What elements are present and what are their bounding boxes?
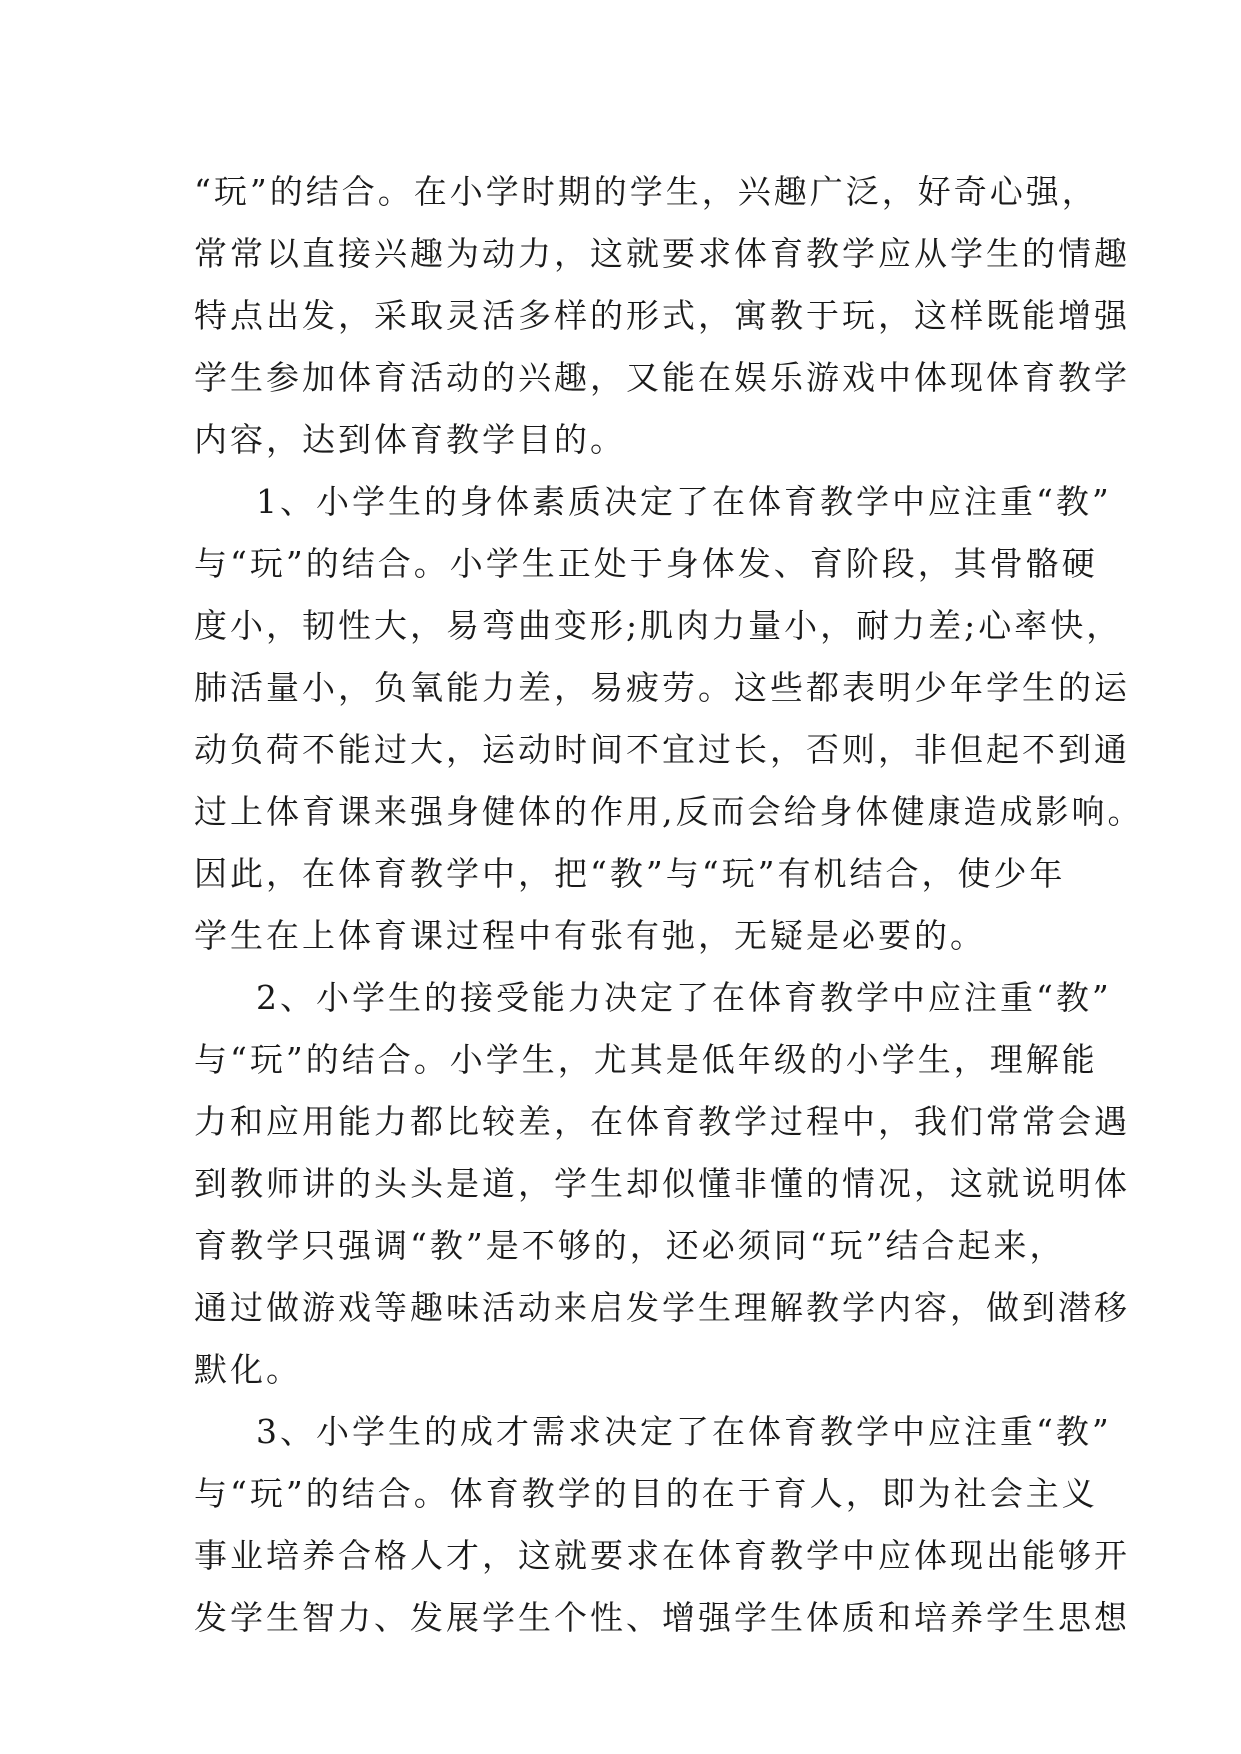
text-line: 通过做游戏等趣味活动来启发学生理解教学内容，做到潜移 xyxy=(194,1288,1130,1327)
text-line: 过上体育课来强身健体的作用,反而会给身体健康造成影响。 xyxy=(194,792,1144,831)
text-line: 与“玩”的结合。体育教学的目的在于育人，即为社会主义 xyxy=(194,1474,1098,1513)
text-line: 内容，达到体育教学目的。 xyxy=(194,420,626,459)
paragraph-acceptance-ability xyxy=(194,967,1130,1401)
text-line: 肺活量小，负氧能力差，易疲劳。这些都表明少年学生的运 xyxy=(194,668,1130,707)
text-line: 3、小学生的成才需求决定了在体育教学中应注重“教” xyxy=(256,1412,1112,1451)
text-line: 力和应用能力都比较差，在体育教学过程中，我们常常会遇 xyxy=(194,1102,1130,1141)
text-line: 2、小学生的接受能力决定了在体育教学中应注重“教” xyxy=(256,978,1112,1017)
text-line: 事业培养合格人才，这就要求在体育教学中应体现出能够开 xyxy=(194,1536,1130,1575)
text-line: 学生参加体育活动的兴趣，又能在娱乐游戏中体现体育教学 xyxy=(194,358,1130,397)
text-line: 学生在上体育课过程中有张有弛，无疑是必要的。 xyxy=(194,916,986,955)
text-line: 因此，在体育教学中，把“教”与“玩”有机结合，使少年 xyxy=(194,854,1066,893)
paragraph-physical-quality xyxy=(194,471,1144,967)
text-line: 1、小学生的身体素质决定了在体育教学中应注重“教” xyxy=(256,482,1112,521)
body-text xyxy=(194,161,1144,1649)
text-line: 常常以直接兴趣为动力，这就要求体育教学应从学生的情趣 xyxy=(194,234,1130,273)
text-line: 育教学只强调“教”是不够的，还必须同“玩”结合起来， xyxy=(194,1226,1066,1265)
text-line: 与“玩”的结合。小学生，尤其是低年级的小学生，理解能 xyxy=(194,1040,1098,1079)
text-line: “玩”的结合。在小学时期的学生，兴趣广泛，好奇心强， xyxy=(194,172,1098,211)
paragraph-intro xyxy=(194,161,1130,471)
text-line: 默化。 xyxy=(194,1350,302,1389)
text-line: 动负荷不能过大，运动时间不宜过长，否则，非但起不到通 xyxy=(194,730,1130,769)
text-line: 发学生智力、发展学生个性、增强学生体质和培养学生思想 xyxy=(194,1598,1130,1637)
text-line: 特点出发，采取灵活多样的形式，寓教于玩，这样既能增强 xyxy=(194,296,1130,335)
paragraph-talent-needs xyxy=(194,1401,1130,1649)
text-line: 度小，韧性大，易弯曲变形;肌肉力量小，耐力差;心率快， xyxy=(194,606,1123,645)
text-line: 到教师讲的头头是道，学生却似懂非懂的情况，这就说明体 xyxy=(194,1164,1130,1203)
text-line: 与“玩”的结合。小学生正处于身体发、育阶段，其骨骼硬 xyxy=(194,544,1098,583)
